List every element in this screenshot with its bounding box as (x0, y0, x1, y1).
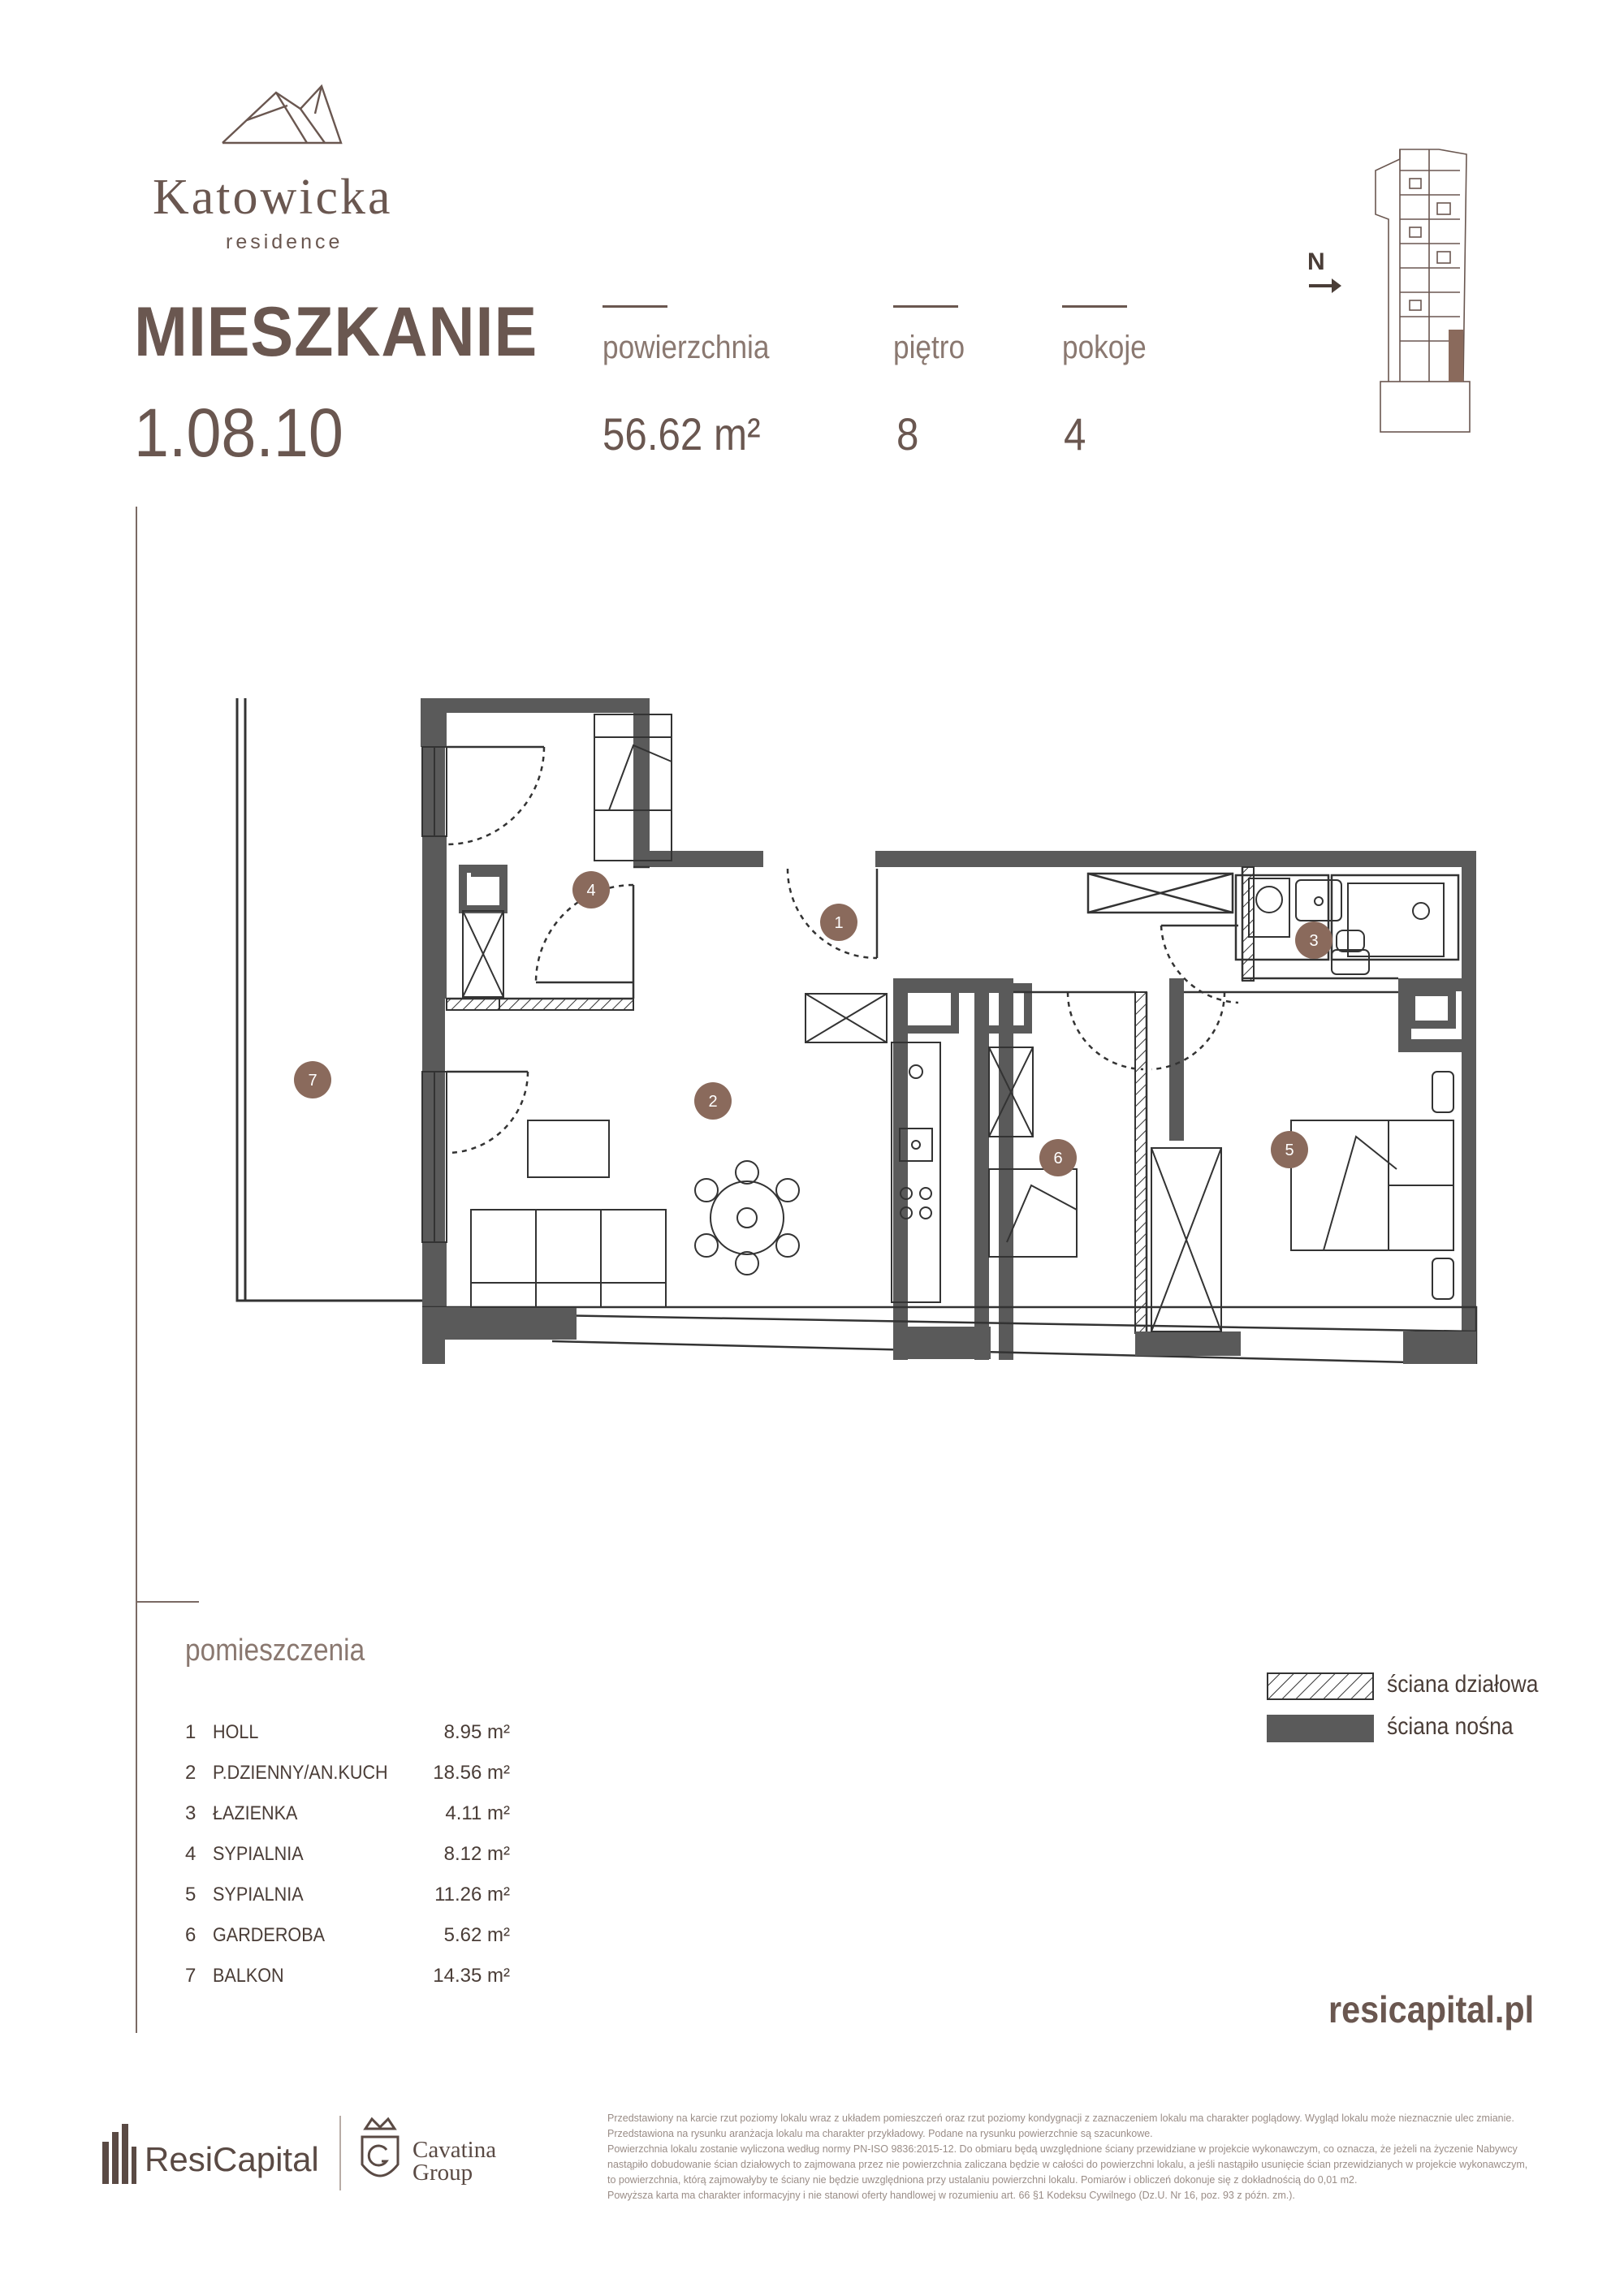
svg-text:1: 1 (834, 914, 844, 932)
stat-label-rooms: pokoje (1062, 330, 1147, 365)
svg-text:6: 6 (1053, 1150, 1063, 1167)
room-row (185, 1884, 510, 1916)
svg-text:2: 2 (708, 1093, 718, 1111)
stat-rule-rooms (1062, 305, 1127, 308)
living-furniture (471, 1120, 799, 1307)
stat-value-area: 56.62 m² (603, 408, 761, 460)
footer-divider (339, 2116, 341, 2190)
room-row (185, 1965, 510, 1997)
disclaimer-line: Powyższa karta ma charakter informacyjny i nie stanowi oferty handlowej w rozumieniu art. 66 §1 Kodeksu Cywilnego (Dz.U. Nr 16, poz. 93 z późn. zm.). (607, 2190, 1295, 2201)
facade (422, 1307, 1476, 1364)
brand-name: Katowicka (153, 170, 393, 225)
room-row (185, 1721, 510, 1754)
room-row (185, 1843, 510, 1875)
marker-1 (820, 904, 857, 941)
marker-6 (1039, 1139, 1077, 1176)
room-area: 5.62 m² (443, 1924, 510, 1946)
disclaimer (607, 2111, 1537, 2203)
room-number: 3 (185, 1802, 197, 1824)
marker-2 (694, 1082, 732, 1120)
room-name: ŁAZIENKA (213, 1802, 298, 1824)
website-link[interactable]: resicapital.pl (1328, 1988, 1535, 2031)
room-number: 1 (185, 1721, 197, 1743)
bed-room-5 (1291, 1072, 1453, 1299)
cavatina-line2: Group (412, 2160, 473, 2186)
room-number: 2 (185, 1762, 197, 1784)
stat-label-area: powierzchnia (603, 330, 770, 365)
apartment-number: 1.08.10 (134, 395, 343, 471)
key-plan-highlight (1449, 330, 1463, 382)
room-area: 11.26 m² (434, 1884, 510, 1905)
cavatina-crest-icon (357, 2113, 403, 2190)
resicapital-logo-icon (101, 2122, 138, 2186)
disclaimer-line: Przedstawiony na karcie rzut poziomy lokalu wraz z układem pomieszczeń oraz rzut poziomy kondygnacji z zaznaczeniem lokalu ma charakter poglądowy. Wygląd lokalu może nieznacznie ulec zmianie. (607, 2113, 1514, 2124)
room-name: BALKON (213, 1965, 284, 1987)
room-area: 8.95 m² (443, 1721, 510, 1743)
room-name: GARDEROBA (213, 1924, 326, 1946)
resicapital-logo-text: ResiCapital (145, 2140, 319, 2178)
room-name: P.DZIENNY/AN.KUCH (213, 1762, 388, 1784)
cavatina-line1: Cavatina (412, 2137, 497, 2163)
doors (447, 747, 1238, 1153)
room-name: SYPIALNIA (213, 1884, 304, 1905)
stat-rule-area (603, 305, 667, 308)
room-area: 8.12 m² (443, 1843, 510, 1865)
disclaimer-line: Przedstawiona na rysunku aranżacja lokalu ma charakter przykładowy. Podane na rysunku powierzchnie są szacunkowe. (607, 2128, 1153, 2139)
rooms-title: pomieszczenia (185, 1634, 365, 1668)
stat-value-floor: 8 (896, 408, 919, 460)
balcony-outline (237, 698, 422, 1301)
svg-text:3: 3 (1309, 932, 1319, 950)
stat-label-floor: piętro (893, 330, 965, 365)
floor-plan (227, 682, 1494, 1364)
room-name: HOLL (213, 1721, 259, 1743)
apartment-label: MIESZKANIE (134, 293, 538, 371)
room-area: 14.35 m² (433, 1965, 510, 1987)
room-number: 5 (185, 1884, 197, 1905)
stat-rule-floor (893, 305, 958, 308)
room-row (185, 1762, 510, 1794)
brand-subtitle: residence (226, 231, 343, 253)
marker-7 (294, 1061, 331, 1098)
wardrobe-room-4 (463, 911, 503, 997)
stat-value-rooms: 4 (1064, 408, 1086, 460)
marker-4 (572, 871, 610, 908)
marker-5 (1271, 1131, 1308, 1168)
brand-mountain-logo (219, 81, 349, 146)
room-name: SYPIALNIA (213, 1843, 304, 1865)
key-plan (1364, 146, 1478, 438)
legend-swatch-loadbearing (1267, 1715, 1374, 1742)
cavatina-logo-text (412, 2138, 496, 2184)
bed-room-4 (594, 714, 672, 861)
svg-text:4: 4 (586, 882, 596, 900)
svg-text:5: 5 (1285, 1142, 1294, 1159)
legend-swatch-partition (1267, 1672, 1374, 1700)
svg-text:7: 7 (308, 1072, 317, 1090)
legend-label-partition: ściana działowa (1387, 1671, 1539, 1698)
room-row (185, 1924, 510, 1957)
disclaimer-line: Powierzchnia lokalu zostanie wyliczona według normy PN-ISO 9836:2015-12. Do obmiaru będą uwzględnione ściany przewidziane w projekcie wykonawczym, co oznacza, że jeżeli na życzenie Nabywcy nastąpiło dobudowanie ścian działowych to zajmowana przez nie powierzchnia zaliczana będzie w całości do powierzchni lokalu, a jeśli nastąpiło usunięcie ścian przewidzianych w projekcie wykonawczym, to powierzchnia, którą zajmowałyby te ściany nie będzie uwzględniona przy ustalaniu powierzchni lokalu. Pomiarów i obliczeń dokonuje się z dokładnością do 0,01 m2. (607, 2143, 1528, 2186)
left-horizontal-rule (136, 1601, 199, 1603)
room-number: 4 (185, 1843, 197, 1865)
room-area: 4.11 m² (445, 1802, 510, 1824)
legend-label-loadbearing: ściana nośna (1387, 1713, 1514, 1740)
marker-3 (1295, 921, 1332, 959)
compass-label: N (1307, 248, 1325, 275)
room-area: 18.56 m² (433, 1762, 510, 1784)
room-number: 7 (185, 1965, 197, 1987)
room-number: 6 (185, 1924, 197, 1946)
dressing-room-6 (989, 1148, 1221, 1331)
room-row (185, 1802, 510, 1835)
compass-arrow-icon (1307, 276, 1343, 296)
left-vertical-rule (136, 507, 137, 2033)
